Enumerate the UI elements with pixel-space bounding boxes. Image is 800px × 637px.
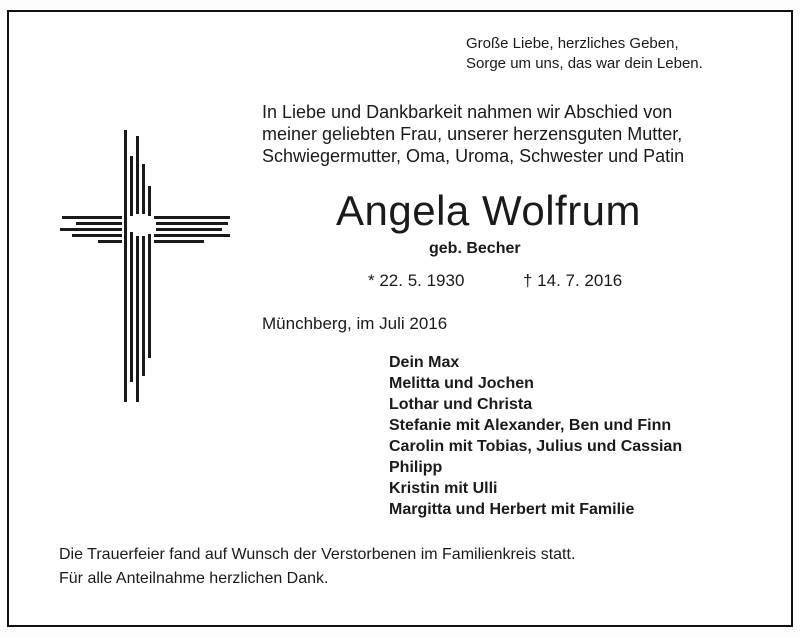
place-and-date: Münchberg, im Juli 2016 bbox=[262, 314, 448, 333]
birth-date: * 22. 5. 1930 bbox=[368, 271, 465, 290]
cross-icon bbox=[58, 130, 234, 402]
maiden-name: geb. Becher bbox=[429, 240, 521, 257]
mourner: Lothar und Christa bbox=[389, 396, 533, 413]
intro-line-3: Schwiegermutter, Oma, Uroma, Schwester und Patin bbox=[262, 146, 685, 166]
closing-line-1: Die Trauerfeier fand auf Wunsch der Verstorbenen im Familienkreis statt. bbox=[59, 546, 576, 563]
mourner: Carolin mit Tobias, Julius und Cassian bbox=[389, 438, 683, 455]
deceased-name: Angela Wolfrum bbox=[336, 187, 642, 234]
intro-line-2: meiner geliebten Frau, unserer herzensguten Mutter, bbox=[262, 124, 683, 144]
mourner: Margitta und Herbert mit Familie bbox=[389, 501, 635, 518]
death-date: † 14. 7. 2016 bbox=[523, 271, 623, 290]
intro-line-1: In Liebe und Dankbarkeit nahmen wir Abschied von bbox=[262, 102, 673, 122]
closing-line-2: Für alle Anteilnahme herzlichen Dank. bbox=[59, 570, 329, 587]
intro-text bbox=[262, 101, 782, 167]
motto-line-1: Große Liebe, herzliches Geben, bbox=[466, 35, 679, 52]
mourners-list bbox=[389, 352, 682, 520]
mourner: Dein Max bbox=[389, 354, 460, 371]
mourner: Stefanie mit Alexander, Ben und Finn bbox=[389, 417, 672, 434]
motto-line-2: Sorge um uns, das war dein Leben. bbox=[466, 55, 703, 72]
motto bbox=[466, 34, 703, 74]
mourner: Philipp bbox=[389, 459, 443, 476]
mourner: Kristin mit Ulli bbox=[389, 480, 498, 497]
mourner: Melitta und Jochen bbox=[389, 375, 534, 392]
closing-text bbox=[59, 543, 575, 591]
